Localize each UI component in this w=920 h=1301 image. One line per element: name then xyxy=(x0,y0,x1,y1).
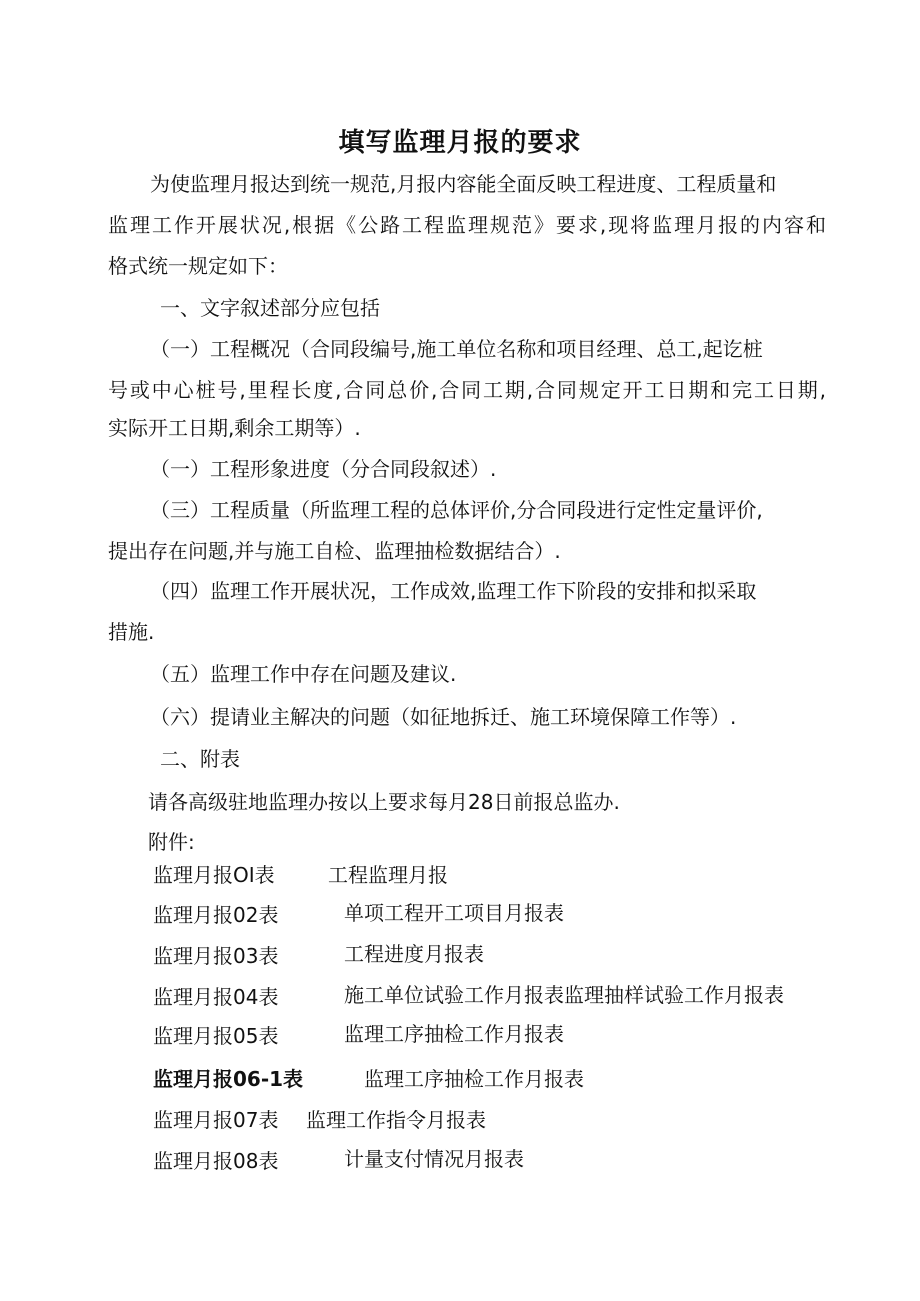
item5-line: （五）监理工作中存在问题及建议. xyxy=(150,662,457,686)
attachment-code: 监理月报05表 xyxy=(153,1024,279,1048)
attachment-name: 工程监理月报 xyxy=(328,863,448,887)
attachment-name: 计量支付情况月报表 xyxy=(344,1147,524,1171)
item1-line-2: 号或中心桩号,里程长度,合同总价,合同工期,合同规定开工日期和完工日期, xyxy=(108,378,826,402)
attachment-code: 监理月报02表 xyxy=(153,903,279,927)
attachment-code: 监理月报08表 xyxy=(153,1149,279,1173)
intro-line-1: 为使监理月报达到统一规范,月报内容能全面反映工程进度、工程质量和 xyxy=(150,172,777,196)
intro-line-2: 监理工作开展状况,根据《公路工程监理规范》要求,现将监理月报的内容和 xyxy=(108,213,826,237)
attachment-name: 施工单位试验工作月报表监理抽样试验工作月报表 xyxy=(344,983,784,1007)
intro-line-3: 格式统一规定如下： xyxy=(108,254,288,278)
attachment-code: 监理月报04表 xyxy=(153,985,279,1009)
attachment-name: 单项工程开工项目月报表 xyxy=(344,901,564,925)
attachment-name: 监理工序抽检工作月报表 xyxy=(364,1067,584,1091)
item3-line-2: 提出存在问题,并与施工自检、监理抽检数据结合）. xyxy=(108,539,561,563)
item1-line-3: 实际开工日期,剩余工期等）. xyxy=(108,416,361,440)
attachment-name: 监理工序抽检工作月报表 xyxy=(344,1022,564,1046)
section1-heading: 一、文字叙述部分应包括 xyxy=(160,296,380,320)
attachment-name: 工程进度月报表 xyxy=(344,942,484,966)
item6-line: （六）提请业主解决的问题（如征地拆迁、施工环境保障工作等）. xyxy=(150,705,737,729)
notice-line: 请各高级驻地监理办按以上要求每月28日前报总监办. xyxy=(148,790,620,814)
section2-heading: 二、附表 xyxy=(160,747,240,771)
item4-line-2: 措施. xyxy=(108,620,155,644)
item2-line: （一）工程形象进度（分合同段叙述）. xyxy=(150,457,497,481)
item4-line-1: （四）监理工作开展状况，工作成效,监理工作下阶段的安排和拟采取 xyxy=(150,579,757,603)
attachment-code: 监理月报07表 xyxy=(153,1108,279,1132)
item3-line-1: （三）工程质量（所监理工程的总体评价,分合同段进行定性定量评价, xyxy=(150,498,763,522)
attachment-code: 监理月报OI表 xyxy=(153,863,275,887)
item1-line-1: （一）工程概况（合同段编号,施工单位名称和项目经理、总工,起讫桩 xyxy=(150,337,763,361)
document-title: 填写监理月报的要求 xyxy=(338,128,582,158)
attachment-name: 监理工作指令月报表 xyxy=(306,1108,486,1132)
attachment-code: 监理月报03表 xyxy=(153,944,279,968)
attachment-code: 监理月报06-1表 xyxy=(153,1067,304,1091)
attachments-label: 附件: xyxy=(148,830,195,854)
